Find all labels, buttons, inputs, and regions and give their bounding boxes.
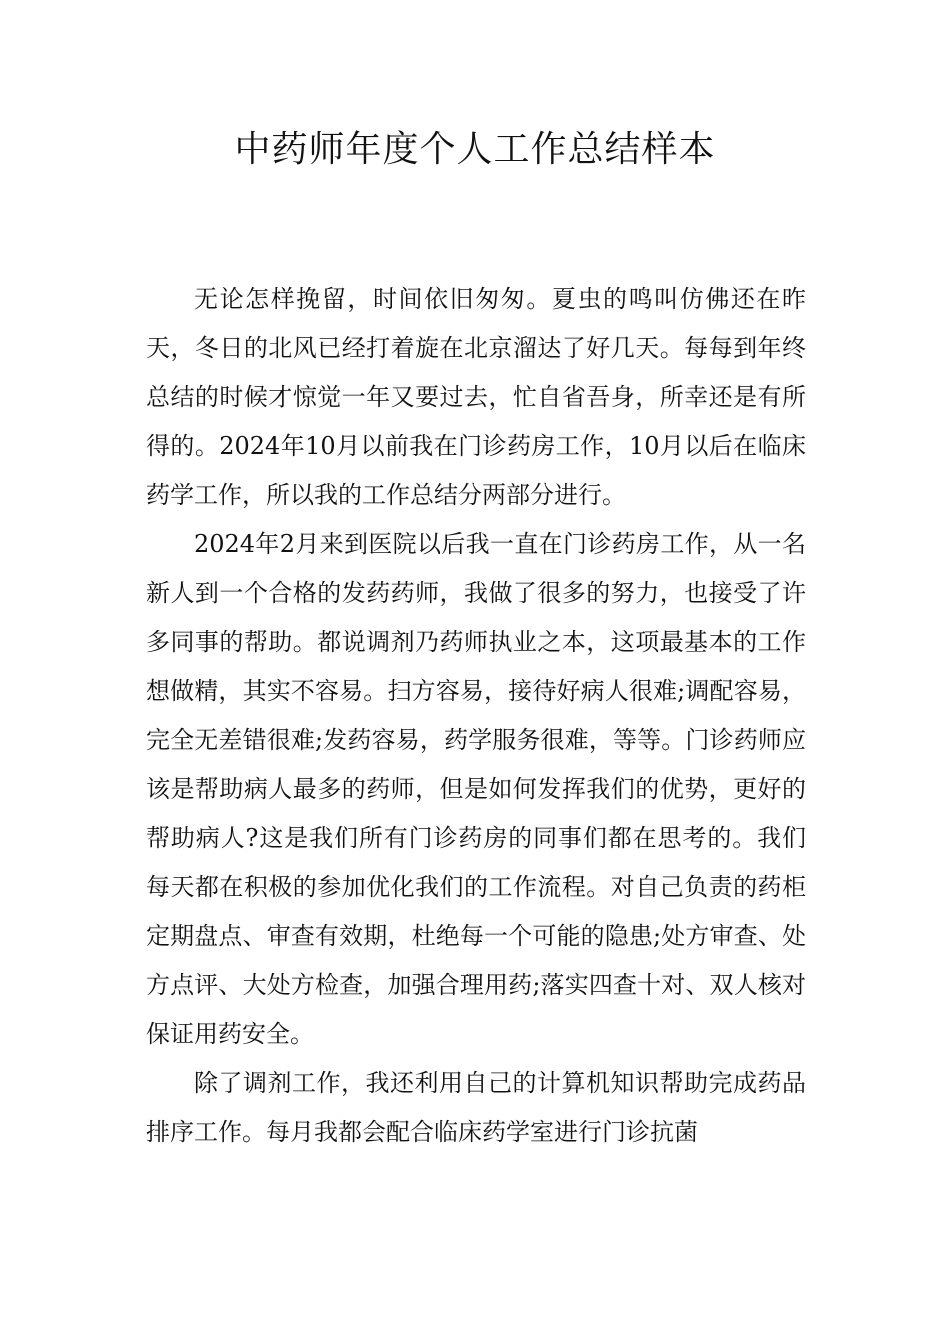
document-title: 中药师年度个人工作总结样本: [234, 129, 716, 170]
paragraph-1: 无论怎样挽留，时间依旧匆匆。夏虫的鸣叫仿佛还在昨天，冬日的北风已经打着旋在北京溜达了好几天。每每到年终总结的时候才惊觉一年又要过去，忙自省吾身，所幸还是有所得的。2024年10月以前我在门诊药房工作，10月以后在临床药学工作，所以我的工作总结分两部分进行。: [146, 285, 806, 509]
document-body: [146, 275, 806, 1157]
paragraph-3: 除了调剂工作，我还利用自己的计算机知识帮助完成药品排序工作。每月我都会配合临床药学室进行门诊抗菌: [146, 1069, 806, 1146]
paragraph-2: 2024年2月来到医院以后我一直在门诊药房工作，从一名新人到一个合格的发药药师，我做了很多的努力，也接受了许多同事的帮助。都说调剂乃药师执业之本，这项最基本的工作想做精，其实不容易。扫方容易，接待好病人很难;调配容易，完全无差错很难;发药容易，药学服务很难，等等。门诊药师应该是帮助病人最多的药师，但是如何发挥我们的优势，更好的帮助病人?这是我们所有门诊药房的同事们都在思考的。我们每天都在积极的参加优化我们的工作流程。对自己负责的药柜定期盘点、审查有效期，杜绝每一个可能的隐患;处方审查、处方点评、大处方检查，加强合理用药;落实四查十对、双人核对保证用药安全。: [146, 530, 806, 1048]
